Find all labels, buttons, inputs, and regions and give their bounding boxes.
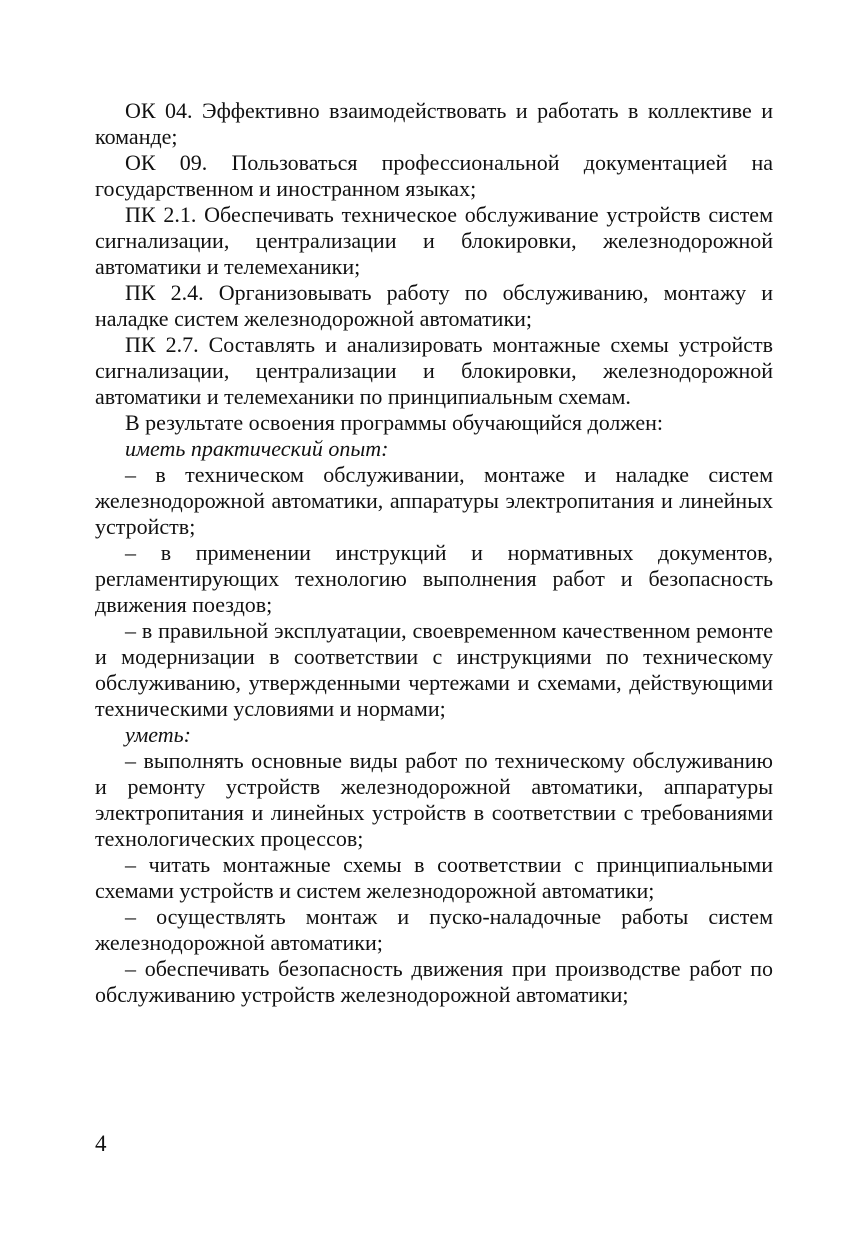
experience-item: – в техническом обслуживании, монтаже и наладке систем железнодорожной автоматики, аппаратуры электропитания и линейных устройств; xyxy=(95,462,773,539)
page-number: 4 xyxy=(95,1131,107,1156)
skill-item: – осуществлять монтаж и пуско-наладочные работы систем железнодорожной автоматики; xyxy=(95,904,773,955)
paragraph-pk-2-7: ПК 2.7. Составлять и анализировать монтажные схемы устройств сигнализации, централизации и блокировки, железнодорожной автоматики и телемеханики по принципиальным схемам. xyxy=(95,332,773,409)
paragraph-result-intro: В результате освоения программы обучающийся должен: xyxy=(125,410,663,435)
heading-practical-experience: иметь практический опыт: xyxy=(125,436,389,461)
skill-item: – читать монтажные схемы в соответствии с принципиальными схемами устройств и систем железнодорожной автоматики; xyxy=(95,852,773,903)
paragraph-ok-09: ОК 09. Пользоваться профессиональной документацией на государственном и иностранном языках; xyxy=(95,150,773,201)
heading-skills: уметь: xyxy=(125,722,191,747)
skill-item: – выполнять основные виды работ по техническому обслуживанию и ремонту устройств железнодорожной автоматики, аппаратуры электропитания и линейных устройств в соответствии с требованиями технологических процессов; xyxy=(95,748,773,851)
paragraph-pk-2-1: ПК 2.1. Обеспечивать техническое обслуживание устройств систем сигнализации, централизации и блокировки, железнодорожной автоматики и телемеханики; xyxy=(95,202,773,279)
paragraph-pk-2-4: ПК 2.4. Организовывать работу по обслуживанию, монтажу и наладке систем железнодорожной автоматики; xyxy=(95,280,773,331)
skill-item: – обеспечивать безопасность движения при производстве работ по обслуживанию устройств железнодорожной автоматики; xyxy=(95,956,773,1007)
experience-item: – в правильной эксплуатации, своевременном качественном ремонте и модернизации в соответствии с инструкциями по техническому обслуживанию, утвержденными чертежами и схемами, действующими техническими условиями и нормами; xyxy=(95,618,773,721)
document-body xyxy=(95,98,773,1008)
paragraph-ok-04: ОК 04. Эффективно взаимодействовать и работать в коллективе и команде; xyxy=(95,98,773,149)
experience-item: – в применении инструкций и нормативных документов, регламентирующих технологию выполнения работ и безопасность движения поездов; xyxy=(95,540,773,617)
